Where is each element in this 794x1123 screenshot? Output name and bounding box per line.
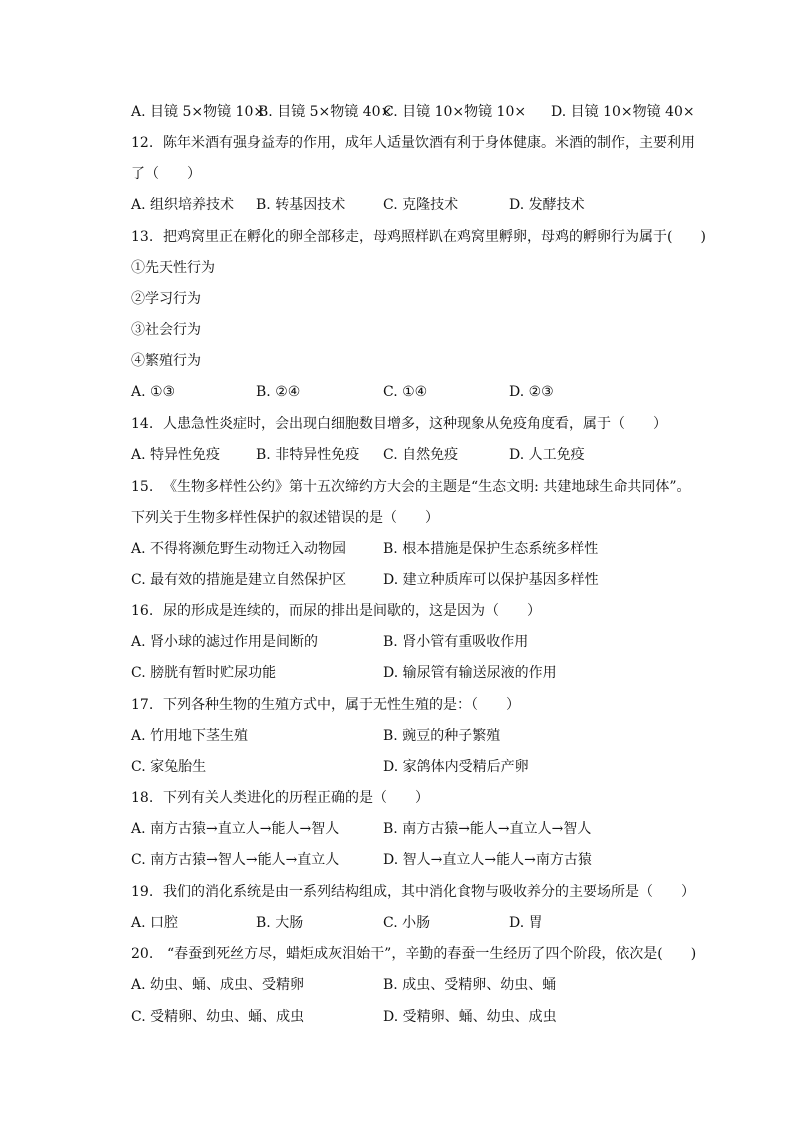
q16-stem (131, 601, 541, 621)
q12-stem-line1: 陈年米酒有强身益寿的作用，成年人适量饮酒有利于身体健康。米酒的制作，主要利用 (163, 135, 695, 151)
q11-option-a: A. 目镜 5×物镜 10× (131, 104, 266, 120)
q18-stem (131, 788, 429, 808)
q20-option-d: D. 受精卵、蛹、幼虫、成虫 (383, 1009, 557, 1025)
q17-option-d: D. 家鸽体内受精后产卵 (383, 759, 529, 775)
q14-option-c: C. 自然免疫 (383, 447, 459, 463)
q18-option-b: B. 南方古猿→能人→直立人→智人 (383, 821, 592, 837)
q15-option-a: A. 不得将濒危野生动物迁入动物园 (131, 541, 347, 557)
q11-option-c: C. 目镜 10×物镜 10× (383, 104, 527, 120)
q11-option-b: B. 目镜 5×物镜 40× (258, 104, 393, 120)
q13-option-a: A. ①③ (131, 384, 176, 400)
q12-stem (131, 133, 695, 153)
q19-option-a: A. 口腔 (131, 915, 179, 931)
q17-option-b: B. 豌豆的种子繁殖 (383, 728, 501, 744)
q18-option-d: D. 智人→直立人→能人→南方古猿 (383, 852, 592, 868)
q16-option-a: A. 肾小球的滤过作用是间断的 (131, 634, 319, 650)
q12-option-a: A. 组织培养技术 (131, 197, 235, 213)
q13-option-b: B. ②④ (256, 384, 301, 400)
q13-option-c: C. ①④ (383, 384, 428, 400)
q19-option-b: B. 大肠 (256, 915, 304, 931)
q17-number: 17. (131, 697, 154, 713)
q14-option-b: B. 非特异性免疫 (256, 447, 360, 463)
q11-option-d: D. 目镜 10×物镜 40× (551, 104, 695, 120)
q20-stem (131, 944, 696, 964)
q17-stem (131, 695, 520, 715)
q20-option-a: A. 幼虫、蛹、成虫、受精卵 (131, 977, 305, 993)
q12-option-b: B. 转基因技术 (256, 197, 346, 213)
q18-number: 18. (131, 790, 154, 806)
q17-stem-text: 下列各种生物的生殖方式中，属于无性生殖的是：（ ） (163, 697, 520, 713)
q19-option-c: C. 小肠 (383, 915, 431, 931)
q20-option-c: C. 受精卵、幼虫、蛹、成虫 (131, 1009, 305, 1025)
q13-stem (131, 227, 706, 247)
q15-stem (131, 477, 690, 497)
q13-choice-2: ②学习行为 (131, 291, 201, 307)
q17-option-c: C. 家兔胎生 (131, 759, 207, 775)
q19-stem (131, 882, 695, 902)
q13-choice-4: ④繁殖行为 (131, 353, 201, 369)
q19-number: 19. (131, 884, 154, 900)
q12-number: 12. (131, 135, 154, 151)
q14-number: 14. (131, 416, 154, 432)
q19-option-d: D. 胃 (509, 915, 543, 931)
q14-stem-text: 人患急性炎症时，会出现白细胞数目增多，这种现象从免疫角度看，属于（ ） (163, 416, 667, 432)
q15-option-d: D. 建立种质库可以保护基因多样性 (383, 572, 599, 588)
q20-number: 20. (131, 946, 154, 962)
q13-option-d: D. ②③ (509, 384, 554, 400)
q20-stem-text: “春蚕到死丝方尽，蜡炬成灰泪始干”，辛勤的春蚕一生经历了四个阶段，依次是( ) (167, 946, 697, 962)
q14-option-d: D. 人工免疫 (509, 447, 585, 463)
q20-option-b: B. 成虫、受精卵、幼虫、蛹 (383, 977, 557, 993)
q14-option-a: A. 特异性免疫 (131, 447, 221, 463)
q13-choice-1: ①先天性行为 (131, 260, 215, 276)
q18-option-c: C. 南方古猿→智人→能人→直立人 (131, 852, 340, 868)
q12-option-c: C. 克隆技术 (383, 197, 459, 213)
q12-option-d: D. 发酵技术 (509, 197, 585, 213)
q16-stem-text: 尿的形成是连续的，而尿的排出是间歇的，这是因为（ ） (163, 603, 541, 619)
q16-option-d: D. 输尿管有输送尿液的作用 (383, 665, 557, 681)
q15-number: 15. (131, 479, 154, 495)
q16-number: 16. (131, 603, 154, 619)
q16-option-b: B. 肾小管有重吸收作用 (383, 634, 529, 650)
q13-number: 13. (131, 229, 154, 245)
q13-choice-3: ③社会行为 (131, 322, 201, 338)
q13-stem-text: 把鸡窝里正在孵化的卵全部移走，母鸡照样趴在鸡窝里孵卵，母鸡的孵卵行为属于( ) (163, 229, 706, 245)
q15-option-c: C. 最有效的措施是建立自然保护区 (131, 572, 347, 588)
q15-option-b: B. 根本措施是保护生态系统多样性 (383, 541, 599, 557)
q19-stem-text: 我们的消化系统是由一系列结构组成，其中消化食物与吸收养分的主要场所是（ ） (163, 884, 695, 900)
q14-stem (131, 414, 667, 434)
q15-stem-line2: 下列关于生物多样性保护的叙述错误的是（ ） (131, 510, 439, 526)
q18-option-a: A. 南方古猿→直立人→能人→智人 (131, 821, 340, 837)
q12-stem-line2: 了（ ） (131, 166, 201, 182)
q17-option-a: A. 竹用地下茎生殖 (131, 728, 249, 744)
q15-stem-line1: 《生物多样性公约》第十五次缔约方大会的主题是“生态文明: 共建地球生命共同体”。 (163, 479, 691, 495)
q16-option-c: C. 膀胱有暂时贮尿功能 (131, 665, 277, 681)
q18-stem-text: 下列有关人类进化的历程正确的是（ ） (163, 790, 429, 806)
